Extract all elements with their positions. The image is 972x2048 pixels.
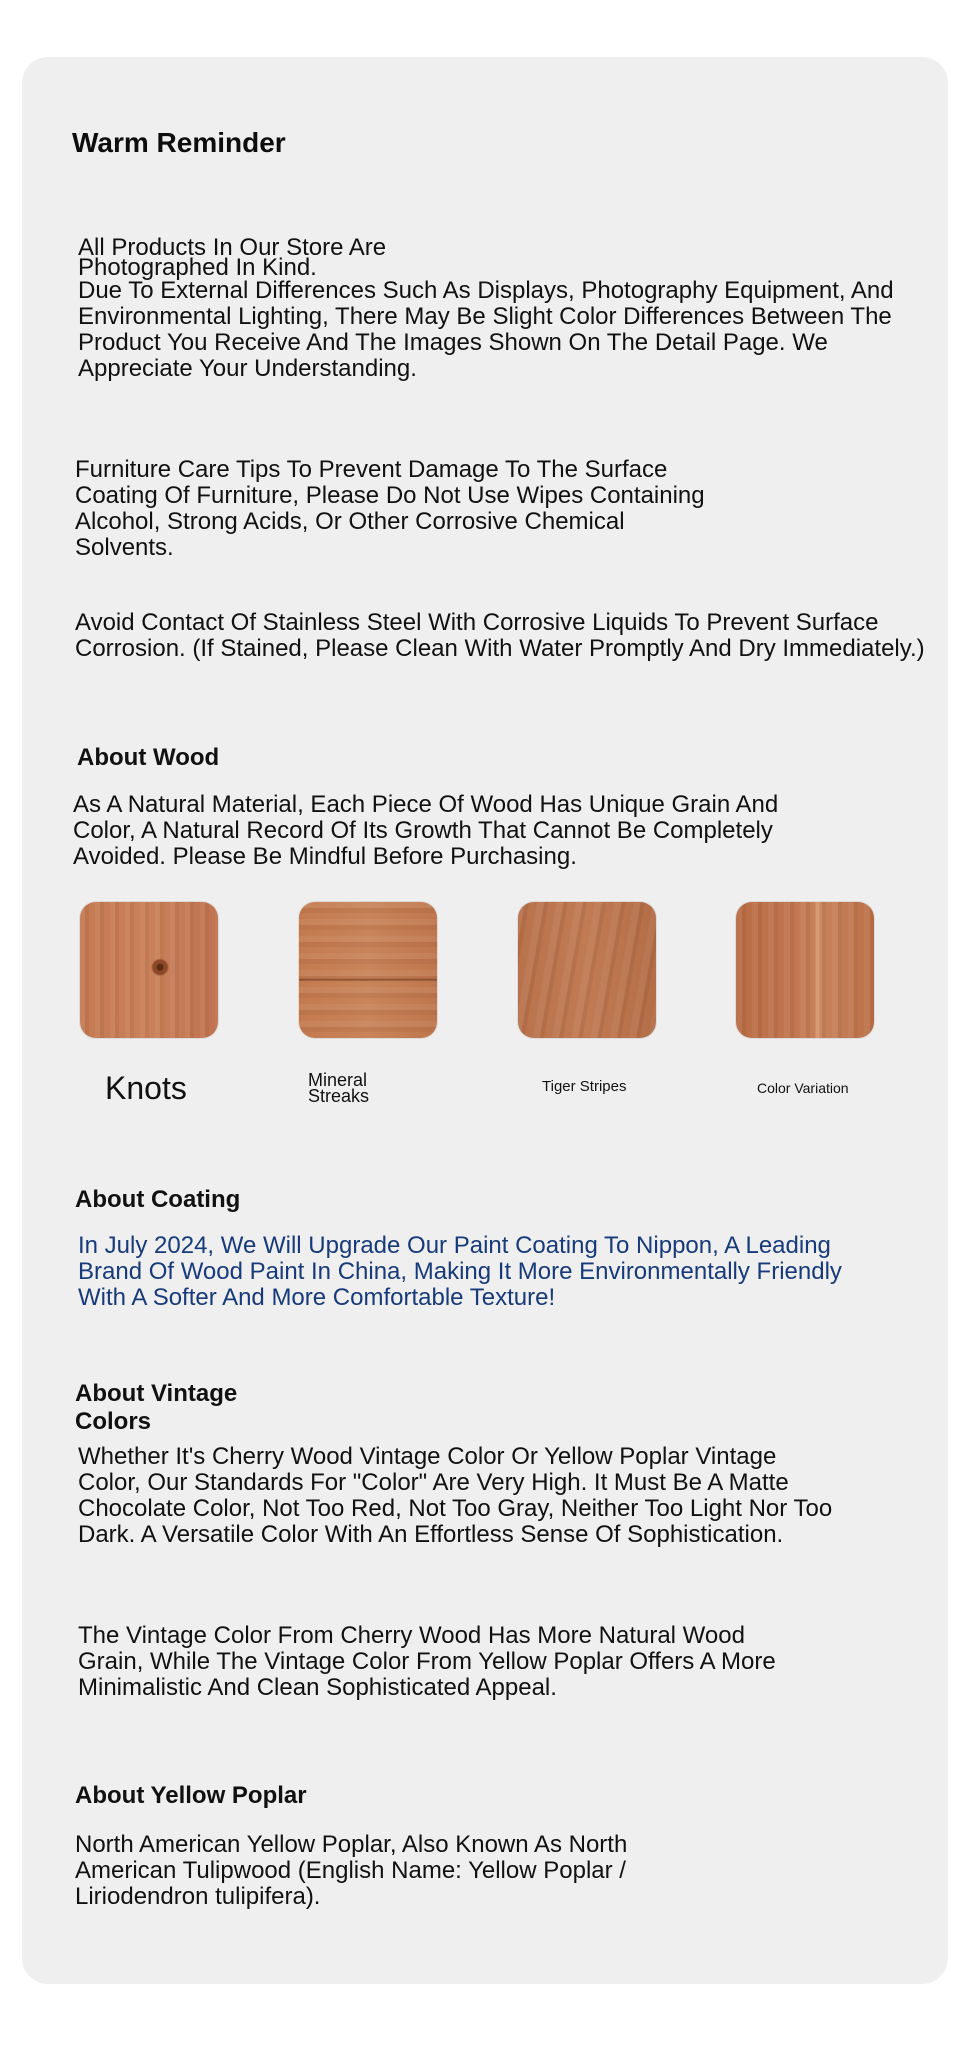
wood-sample-label-mineral-streaks: Mineral Streaks (308, 1070, 370, 1106)
color-difference-note: Due To External Differences Such As Displays, Photography Equipment, And Environmental Lighting, There May Be Slight Color Differences Between The Product You Receive And The Images Shown On The Detail Page. We Appreciate Your Understanding. (78, 277, 894, 382)
wood-sample-knots (80, 902, 218, 1038)
about-wood-heading: About Wood (77, 744, 220, 771)
vintage-colors-text-standards: Whether It's Cherry Wood Vintage Color Or Yellow Poplar Vintage Color, Our Standards For "Color" Are Very High. It Must Be A Matte Chocolate Color, Not Too Red, Not Too Gray, Neither Too Light Nor Too Dark. A Versatile Color With An Effortless Sense Of Sophistication. (78, 1443, 833, 1548)
about-wood-text: As A Natural Material, Each Piece Of Wood Has Unique Grain And Color, A Natural Record Of Its Growth That Cannot Be Completely Avoided. Please Be Mindful Before Purchasing. (73, 791, 779, 870)
about-yellow-poplar-text: North American Yellow Poplar, Also Known As North American Tulipwood (English Name: Yellow Poplar / Liriodendron tulipifera). (75, 1831, 628, 1910)
info-card (22, 57, 948, 1984)
about-yellow-poplar-heading: About Yellow Poplar (75, 1782, 307, 1809)
wood-sample-color-variation (736, 902, 874, 1038)
wood-sample-label-knots: Knots (105, 1070, 187, 1106)
care-tip-chemicals: Furniture Care Tips To Prevent Damage To The Surface Coating Of Furniture, Please Do Not Use Wipes Containing Alcohol, Strong Acids, Or Other Corrosive Chemical Solvents. (75, 456, 705, 561)
warm-reminder-title: Warm Reminder (72, 127, 286, 158)
care-tip-stainless-steel: Avoid Contact Of Stainless Steel With Corrosive Liquids To Prevent Surface Corrosion. (If Stained, Please Clean With Water Promptly And Dry Immediately.) (75, 609, 925, 662)
about-coating-text: In July 2024, We Will Upgrade Our Paint Coating To Nippon, A Leading Brand Of Wood Paint In China, Making It More Environmentally Friendly With A Softer And More Comfortable Texture! (78, 1232, 842, 1311)
wood-sample-tiger-stripes (518, 902, 656, 1038)
photo-notice (78, 234, 938, 382)
photo-notice-lead: All Products In Our Store Are Photographed In Kind. (78, 234, 387, 281)
wood-sample-mineral-streaks (299, 902, 437, 1038)
wood-sample-label-color-variation: Color Variation (757, 1080, 849, 1096)
wood-sample-label-tiger-stripes: Tiger Stripes (542, 1078, 627, 1095)
about-vintage-colors-heading: About Vintage Colors (75, 1380, 238, 1435)
vintage-colors-text-comparison: The Vintage Color From Cherry Wood Has More Natural Wood Grain, While The Vintage Color From Yellow Poplar Offers A More Minimalistic And Clean Sophisticated Appeal. (78, 1622, 776, 1701)
about-coating-heading: About Coating (75, 1186, 241, 1213)
